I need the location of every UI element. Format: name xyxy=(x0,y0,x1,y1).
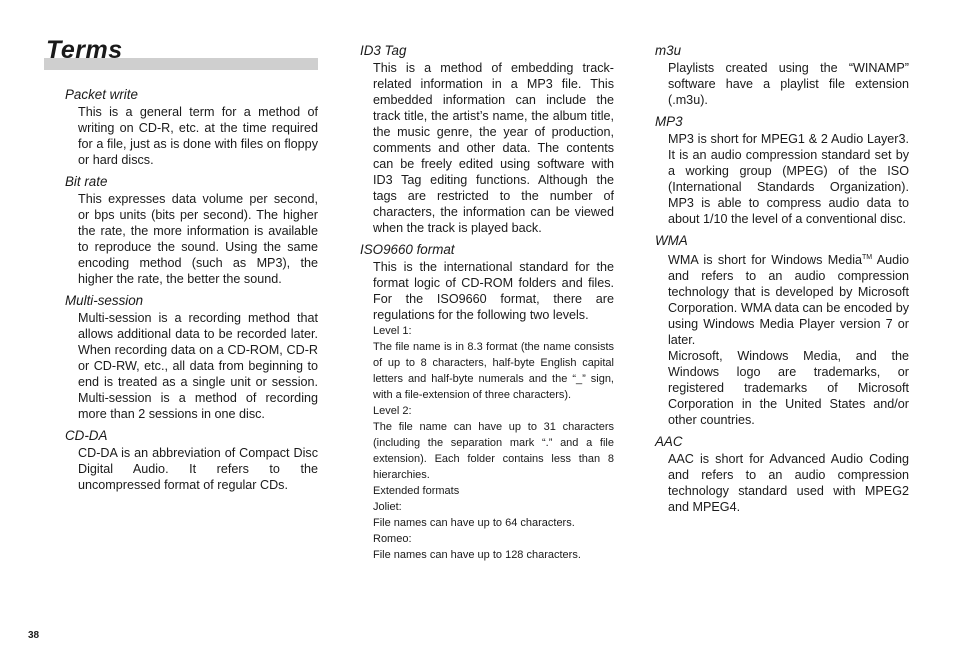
column-left xyxy=(65,86,318,498)
term-entry-mp3 xyxy=(655,113,909,227)
term-definition: This is a method of embedding track-related information in a MP3 file. This embedded information can include the track title, the artist’s name, the album title, the music genre, the year of production, comments and other data. The contents can be freely edited using software with ID3 Tag editing functions. Although the tags are restricted to the number of characters, the information can be viewed when the track is played back. xyxy=(373,61,614,235)
term-heading: Bit rate xyxy=(65,174,108,189)
trademark-notice: Microsoft, Windows Media, and the Windows logo are trademarks, or registered trademarks of Microsoft Corporation in the United States and/or other countries. xyxy=(668,349,909,428)
joliet-label: Joliet: xyxy=(373,501,402,513)
trademark-mark: TM xyxy=(862,254,873,261)
term-definition xyxy=(668,250,909,348)
term-heading: MP3 xyxy=(655,114,683,129)
term-definition: This expresses data volume per second, or bps units (bits per second). The higher the rate, the more information is available to reproduce the sound. Using the same encoding method (such as MP3), the higher the rate, the better the sound. xyxy=(78,192,318,286)
term-entry-packet-write xyxy=(65,86,318,168)
term-heading: Multi-session xyxy=(65,293,144,308)
term-heading: m3u xyxy=(655,43,682,58)
page-title: Terms xyxy=(46,36,123,64)
level1-label: Level 1: xyxy=(373,325,412,337)
extended-formats-label: Extended formats xyxy=(373,485,460,497)
term-heading: ISO9660 format xyxy=(360,242,455,257)
term-definition: Playlists created using the “WINAMP” software have a playlist file extension (.m3u). xyxy=(668,61,909,107)
joliet-text: File names can have up to 64 characters. xyxy=(373,517,575,529)
romeo-label: Romeo: xyxy=(373,533,412,545)
term-definition: This is the international standard for the format logic of CD-ROM folders and files. For the ISO9660 format, there are regulations for the following two levels. xyxy=(373,260,614,322)
level2-text: The file name can have up to 31 characters (including the separation mark “.” and a file extension). Each folder contains less than 8 hierarchies. xyxy=(373,421,614,481)
term-heading: CD-DA xyxy=(65,428,108,443)
term-entry-cd-da xyxy=(65,427,318,493)
term-heading: WMA xyxy=(655,233,688,248)
term-entry-wma xyxy=(655,232,909,428)
term-entry-aac xyxy=(655,433,909,515)
term-entry-iso9660 xyxy=(360,241,614,563)
column-right xyxy=(655,42,909,520)
term-definition: This is a general term for a method of writing on CD-R, etc. at the time required for a file, just as is done with files on floppy or hard discs. xyxy=(78,105,318,167)
level2-label: Level 2: xyxy=(373,405,412,417)
term-entry-id3-tag xyxy=(360,42,614,236)
wma-def-part-b: Audio and refers to an audio compression technology that is developed by Microsoft Corporation. WMA data can be encoded by using Windows Media Player version 7 or later. xyxy=(668,253,909,348)
page-number: 38 xyxy=(28,630,40,641)
romeo-text: File names can have up to 128 characters. xyxy=(373,549,581,561)
term-definition: Multi-session is a recording method that allows additional data to be recorded later. When recording data on a CD-ROM, CD-R or CD-RW, etc., all data from beginning to end is treated as a single unit or session. Multi-session is a method of recording more than 2 sessions in one disc. xyxy=(78,311,318,421)
term-entry-m3u xyxy=(655,42,909,108)
term-heading: ID3 Tag xyxy=(360,43,407,58)
term-definition: AAC is short for Advanced Audio Coding and refers to an audio compression technology standard used with MPEG2 and MPEG4. xyxy=(668,452,909,515)
column-middle xyxy=(360,42,614,568)
term-entry-bit-rate xyxy=(65,173,318,287)
level1-text: The file name is in 8.3 format (the name consists of up to 8 characters, half-byte English capital letters and half-byte numerals and the “_” sign, with a file-extension of three characters). xyxy=(373,341,614,401)
term-definition: MP3 is short for MPEG1 & 2 Audio Layer3. It is an audio compression standard set by a working group (MPEG) of the ISO (International Standards Organization). MP3 is able to compress audio data to about 1/10 the level of a conventional disc. xyxy=(668,132,909,226)
term-heading: AAC xyxy=(655,434,683,450)
wma-def-part-a: WMA is short for Windows Media xyxy=(668,253,863,268)
term-entry-multi-session xyxy=(65,292,318,422)
term-definition: CD-DA is an abbreviation of Compact Disc Digital Audio. It refers to the uncompressed format of regular CDs. xyxy=(78,446,318,492)
term-heading: Packet write xyxy=(65,87,138,102)
